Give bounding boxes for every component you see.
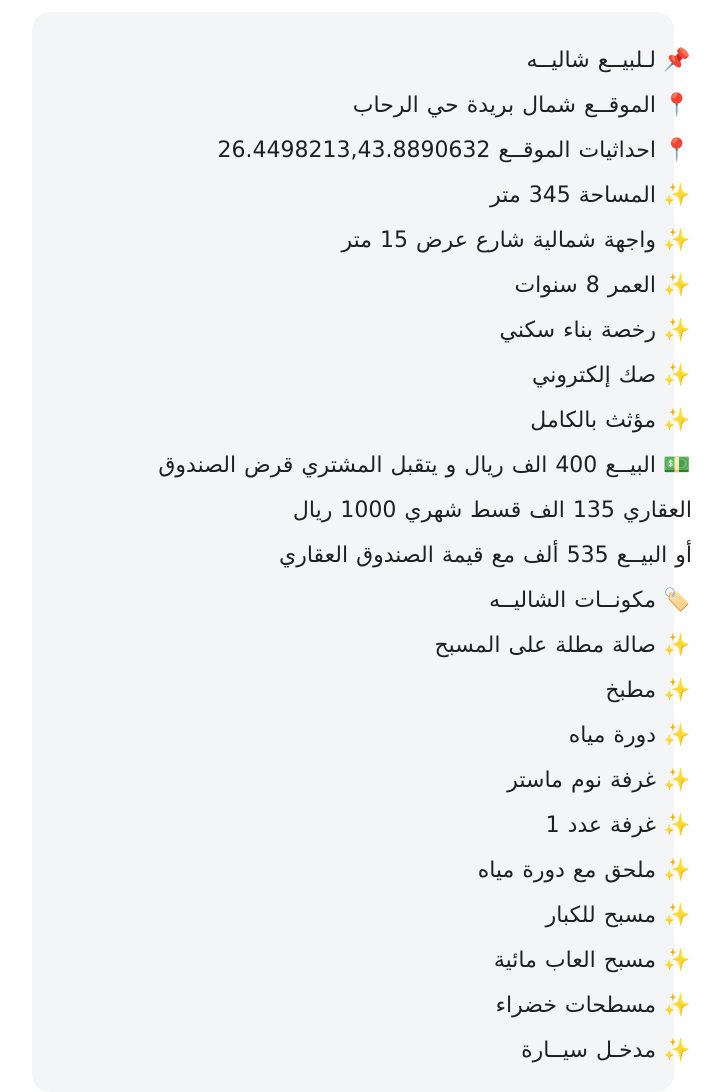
message-line [92, 803, 692, 848]
message-line [92, 623, 692, 668]
message-line-text: لـلبيــع شاليــه [526, 48, 656, 73]
sparkles-icon: ✨ [663, 768, 691, 793]
location-pin-icon: 📍 [663, 138, 691, 163]
message-line [92, 893, 692, 938]
message-line [92, 308, 692, 353]
message-line [92, 38, 692, 83]
message-line-text: العقاري 135 الف قسط شهري 1000 ريال [292, 498, 692, 523]
message-line-text: مؤثث بالكامل [530, 408, 656, 433]
message-line-text: صالة مطلة على المسبح [434, 633, 656, 658]
message-line-text: مسبح العاب مائية [493, 948, 656, 973]
message-line [92, 848, 692, 893]
message-line-text: غرفة نوم ماستر [507, 768, 656, 793]
sparkles-icon: ✨ [663, 408, 691, 433]
sparkles-icon: ✨ [663, 858, 691, 883]
message-line [92, 713, 692, 758]
message-line-text: مدخـل سيــارة [521, 1038, 656, 1063]
message-line [92, 488, 692, 533]
message-line-text: البيــع 400 الف ريال و يتقبل المشتري قرض الصندوق [158, 453, 656, 478]
message-line [92, 938, 692, 983]
message-line-text: مطبخ [605, 678, 656, 703]
message-line [92, 398, 692, 443]
message-line-text: دورة مياه [568, 723, 656, 748]
sparkles-icon: ✨ [663, 813, 691, 838]
message-bubble [32, 12, 692, 1092]
sparkles-icon: ✨ [663, 183, 691, 208]
message-line-text: احداثيات الموقــع 26.4498213,43.8890632 [217, 138, 656, 163]
message-line [92, 173, 692, 218]
message-line-text: صك إلكتروني [531, 363, 656, 388]
sparkles-icon: ✨ [663, 273, 691, 298]
message-line [92, 263, 692, 308]
message-line-text: واجهة شمالية شارع عرض 15 متر [341, 228, 656, 253]
message-line-text: المساحة 345 متر [490, 183, 656, 208]
sparkles-icon: ✨ [663, 228, 691, 253]
sparkles-icon: ✨ [663, 1038, 691, 1063]
message-line-text: العمر 8 سنوات [514, 273, 656, 298]
message-line-text: الموقــع شمال بريدة حي الرحاب [352, 93, 656, 118]
message-line-text: مسبح للكبار [545, 903, 656, 928]
message-line-text: ملحق مع دورة مياه [477, 858, 656, 883]
message-line [92, 578, 692, 623]
message-line [92, 668, 692, 713]
message-line [92, 128, 692, 173]
message-text [92, 38, 692, 1073]
sparkles-icon: ✨ [663, 318, 691, 343]
location-pin-icon: 📍 [663, 93, 691, 118]
pushpin-icon: 📌 [663, 48, 691, 73]
message-line [92, 83, 692, 128]
sparkles-icon: ✨ [663, 948, 691, 973]
message-line-text: رخصة بناء سكني [499, 318, 656, 343]
message-line [92, 218, 692, 263]
message-line [92, 353, 692, 398]
money-icon: 💵 [663, 453, 691, 478]
message-line-text: أو البيــع 535 ألف مع قيمة الصندوق العقاري [278, 543, 692, 568]
message-line [92, 533, 692, 578]
message-line [92, 443, 692, 488]
message-line-text: مكونــات الشاليــه [489, 588, 656, 613]
sparkles-icon: ✨ [663, 903, 691, 928]
message-line [92, 983, 692, 1028]
tag-icon: 🏷️ [663, 588, 691, 613]
message-line [92, 758, 692, 803]
sparkles-icon: ✨ [663, 993, 691, 1018]
message-line [92, 1028, 692, 1073]
sparkles-icon: ✨ [663, 363, 691, 388]
sparkles-icon: ✨ [663, 723, 691, 748]
sparkles-icon: ✨ [663, 633, 691, 658]
message-line-text: غرفة عدد 1 [545, 813, 656, 838]
sparkles-icon: ✨ [663, 678, 691, 703]
message-line-text: مسطحات خضراء [495, 993, 656, 1018]
